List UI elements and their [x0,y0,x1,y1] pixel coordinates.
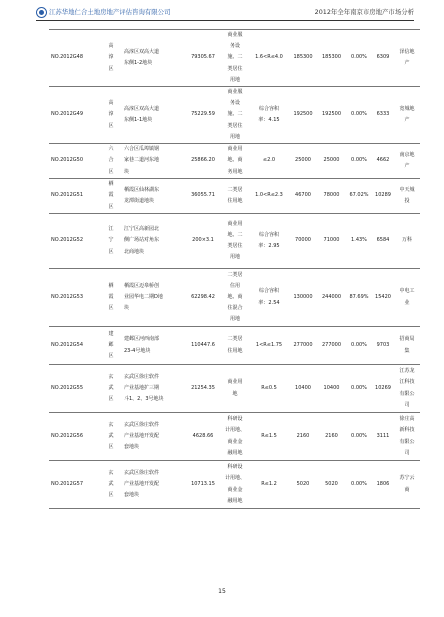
buyer-cell-line: 有限公 [399,390,415,397]
report-title: 2012年全年南京市房地产市场分析 [314,8,414,16]
buyer-cell-line: 江科技 [399,379,415,386]
table-row [49,179,420,214]
premium-rate-cell: 0.00% [346,365,372,413]
usage-cell-line: 商业服 [227,32,243,38]
usage-cell-line: 类居住 [227,65,243,72]
table-row [49,327,420,365]
transaction-code-cell: NO.2012G51 [49,179,101,214]
district-cell-line: 区 [108,248,114,255]
premium-rate-cell: 0.00% [346,461,372,509]
area-cell: 79305.67 [185,30,221,87]
district-cell-line: 武 [108,384,114,391]
plot-ratio-cell-line: 1.0<R≤2.3 [255,192,283,199]
deal-price-cell: 78000 [317,179,346,214]
buyer-cell [394,461,420,509]
starting-price-cell: 5020 [289,461,317,509]
plot-ratio-cell [249,179,289,214]
table-row [49,413,420,461]
usage-cell-line: 地、二 [227,231,243,238]
location-cell-line: 高淳区双高大道 [124,48,160,55]
buyer-cell-line: 泽信地 [399,48,415,55]
buyer-cell-line: 有限公 [399,438,415,445]
transaction-code-cell: NO.2012G54 [49,327,101,365]
district-cell-line: 区 [108,203,114,210]
location-cell [121,87,185,144]
district-cell-line: 区 [108,353,114,360]
district-cell [101,179,121,214]
buyer-cell [394,413,420,461]
area-cell: 200×3.1 [185,214,221,269]
usage-cell [221,365,249,413]
location-cell-line: 斗1、2、3号地块 [124,396,164,403]
plot-ratio-cell [249,413,289,461]
usage-cell-line: 地、商 [227,157,243,164]
usage-cell-line: 科研设 [227,464,243,471]
starting-price-cell: 277000 [289,327,317,365]
premium-rate-cell: 0.00% [346,144,372,179]
location-cell-line: 侧广场站对角东 [124,237,160,244]
floor-price-cell: 3111 [372,413,394,461]
company-logo-icon [36,7,47,18]
usage-cell-line: 类居住 [227,243,243,250]
plot-ratio-cell-line: 率：4.15 [258,117,280,124]
district-cell-line: 区 [108,305,114,312]
district-cell-line: 区 [108,444,114,451]
usage-cell-line: 商业用 [227,379,243,386]
district-cell-line: 玄 [108,469,114,476]
starting-price-cell: 25000 [289,144,317,179]
plot-ratio-cell-line: ≤2.0 [262,157,276,164]
location-cell-line: 六合区瓜埠镇钢 [124,146,160,153]
buyer-cell-line: 产 [404,117,410,124]
buyer-cell [394,30,420,87]
transaction-code-cell: NO.2012G50 [49,144,101,179]
district-cell-line: 武 [108,480,114,487]
usage-cell-line: 用地 [229,133,240,140]
premium-rate-cell: 1.43% [346,214,372,269]
location-cell [121,144,185,179]
transaction-code-cell: NO.2012G56 [49,413,101,461]
location-cell-line: 龙潭街道地块 [124,198,155,205]
buyer-cell-line: 徐庄高 [399,416,415,423]
usage-cell-line: 商业金 [227,486,243,493]
district-cell-line: 宁 [108,237,114,244]
usage-cell-line: 商业金 [227,438,243,445]
plot-ratio-cell [249,269,289,327]
district-cell [101,214,121,269]
usage-cell-line: 用地 [229,316,240,323]
area-cell: 75229.59 [185,87,221,144]
buyer-cell-line: 江苏龙 [399,368,415,375]
district-cell-line: 栖 [108,181,114,188]
starting-price-cell: 46700 [289,179,317,214]
buyer-cell-line: 集 [404,347,410,354]
land-transaction-table [49,29,420,509]
district-cell-line: 武 [108,432,114,439]
floor-price-cell: 1806 [372,461,394,509]
floor-price-cell: 6333 [372,87,394,144]
district-cell-line: 区 [108,168,114,175]
district-cell-line: 淳 [108,54,114,61]
starting-price-cell: 185300 [289,30,317,87]
deal-price-cell: 25000 [317,144,346,179]
district-cell [101,413,121,461]
transaction-code-cell: NO.2012G48 [49,30,101,87]
premium-rate-cell: 0.00% [346,327,372,365]
table-row [49,461,420,509]
district-cell-line: 淳 [108,111,114,118]
usage-cell-line: 商业用 [227,220,243,227]
buyer-cell [394,269,420,327]
district-cell-line: 建 [108,330,114,337]
district-cell-line: 江 [108,226,114,233]
plot-ratio-cell-line: R≤0.5 [261,384,277,391]
district-cell [101,144,121,179]
deal-price-cell: 244000 [317,269,346,327]
area-cell: 25866.20 [185,144,221,179]
buyer-cell-line: 新科技 [399,427,415,434]
district-cell-line: 区 [108,65,114,72]
location-cell-line: 套地块 [124,492,140,499]
district-cell-line: 区 [108,122,114,129]
premium-rate-cell: 0.00% [346,87,372,144]
location-cell-line: 东侧1-2地块 [124,60,153,66]
location-cell-line: 家巷二道河东地 [124,157,160,164]
usage-cell [221,179,249,214]
usage-cell-line: 务用地 [227,168,243,175]
deal-price-cell: 71000 [317,214,346,269]
plot-ratio-cell [249,87,289,144]
usage-cell-line: 计用地、 [224,475,245,482]
deal-price-cell: 185300 [317,30,346,87]
district-cell [101,30,121,87]
floor-price-cell: 4662 [372,144,394,179]
usage-cell-line: 二类居 [227,186,243,193]
location-cell-line: 块 [124,168,130,175]
floor-price-cell: 6309 [372,30,394,87]
plot-ratio-cell-line: 综合容积 [258,231,279,238]
district-cell-line: 栖 [108,282,114,289]
usage-cell-line: 地 [232,390,238,397]
buyer-cell [394,87,420,144]
district-cell-line: 合 [108,157,114,164]
usage-cell [221,461,249,509]
district-cell-line: 邺 [108,341,114,348]
buyer-cell-line: 南京地 [399,151,415,158]
district-cell-line: 高 [108,100,114,107]
plot-ratio-cell [249,365,289,413]
plot-ratio-cell-line: 综合容积 [258,288,279,295]
location-cell-line: 栖霞区仙林湖东 [124,186,160,193]
plot-ratio-cell [249,461,289,509]
district-cell [101,461,121,509]
district-cell [101,269,121,327]
buyer-cell [394,365,420,413]
usage-cell-line: 二类居 [227,271,243,278]
usage-cell [221,144,249,179]
plot-ratio-cell [249,144,289,179]
area-cell: 36055.71 [185,179,221,214]
usage-cell-line: 融用地 [227,449,243,456]
usage-cell-line: 商业用 [227,146,243,153]
location-cell-line: 北商地块 [124,248,145,255]
plot-ratio-cell-line: R≤1.5 [261,432,277,439]
district-cell [101,87,121,144]
table-row [49,365,420,413]
district-cell [101,365,121,413]
buyer-cell-line: 投 [404,198,410,205]
page-number: 15 [218,588,226,595]
district-cell-line: 区 [108,492,114,499]
location-cell-line: 套地块 [124,444,140,451]
usage-cell-line: 务设 [229,43,240,50]
location-cell-line: 块 [124,305,130,312]
area-cell: 62298.42 [185,269,221,327]
location-cell [121,365,185,413]
location-cell-line: 产业基地开发配 [124,432,160,439]
usage-cell-line: 地、商 [227,293,243,300]
location-cell [121,413,185,461]
table-row [49,144,420,179]
location-cell-line: 业园华电二期D地 [124,293,163,300]
usage-cell-line: 商业服 [227,89,243,96]
starting-price-cell: 70000 [289,214,317,269]
usage-cell [221,413,249,461]
usage-cell [221,327,249,365]
buyer-cell-line: 业 [404,299,410,306]
location-cell-line: 23-4号地块 [124,347,151,354]
premium-rate-cell: 0.00% [346,30,372,87]
buyer-cell-line: 万科 [401,237,412,244]
buyer-cell-line: 产 [404,60,410,66]
deal-price-cell: 277000 [317,327,346,365]
buyer-cell [394,179,420,214]
table-row [49,87,420,144]
usage-cell-line: 务设 [229,100,240,107]
district-cell-line: 玄 [108,373,114,380]
usage-cell [221,269,249,327]
floor-price-cell: 15420 [372,269,394,327]
deal-price-cell: 10400 [317,365,346,413]
buyer-cell [394,144,420,179]
location-cell-line: 产业基地扩三期 [124,384,160,391]
location-cell-line: 东侧1-1地块 [124,117,153,124]
plot-ratio-cell-line: 1.6<R≤4.0 [255,54,283,61]
usage-cell-line: 计用地、 [224,427,245,434]
usage-cell-line: 施、二 [227,54,243,61]
location-cell [121,214,185,269]
premium-rate-cell: 87.69% [346,269,372,327]
deal-price-cell: 192500 [317,87,346,144]
location-cell-line: 建邺区河西南部 [124,336,160,343]
usage-cell-line: 住用 [229,282,240,289]
buyer-cell [394,327,420,365]
transaction-code-cell: NO.2012G52 [49,214,101,269]
district-cell [101,327,121,365]
location-cell-line: 玄武区徐庄软件 [124,373,160,380]
table-row [49,30,420,87]
usage-cell [221,30,249,87]
transaction-code-cell: NO.2012G49 [49,87,101,144]
starting-price-cell: 130000 [289,269,317,327]
area-cell: 10713.15 [185,461,221,509]
deal-price-cell: 2160 [317,413,346,461]
area-cell: 21254.35 [185,365,221,413]
location-cell [121,179,185,214]
location-cell-line: 玄武区徐庄软件 [124,469,160,476]
buyer-cell-line: 商 [404,486,410,493]
district-cell-line: 区 [108,396,114,403]
table-row [49,269,420,327]
plot-ratio-cell-line: 率：2.54 [258,299,280,306]
usage-cell-line: 二类居 [227,336,243,343]
transaction-code-cell: NO.2012G57 [49,461,101,509]
usage-cell-line: 住用地 [227,198,243,205]
transaction-code-cell: NO.2012G53 [49,269,101,327]
floor-price-cell: 6584 [372,214,394,269]
usage-cell-line: 住用地 [227,347,243,354]
company-name: 江苏华地仁合土地房地产评估咨询有限公司 [49,8,171,16]
location-cell-line: 高淳区双高大道 [124,105,160,112]
location-cell [121,269,185,327]
location-cell-line: 产业基地开发配 [124,480,160,487]
usage-cell-line: 融用地 [227,497,243,504]
buyer-cell-line: 招商局 [399,336,415,343]
starting-price-cell: 2160 [289,413,317,461]
district-cell-line: 霞 [108,293,114,300]
buyer-cell-line: 产 [404,163,410,170]
location-cell-line: 江宁区高新园北 [124,226,160,233]
buyer-cell-line: 宽城地 [399,105,415,112]
location-cell [121,327,185,365]
usage-cell-line: 用地 [229,254,240,261]
plot-ratio-cell-line: 综合容积 [258,105,279,112]
buyer-cell-line: 司 [404,449,410,456]
buyer-cell-line: 中天城 [399,186,415,193]
buyer-cell-line: 司 [404,401,410,408]
district-cell-line: 六 [108,146,114,153]
district-cell-line: 玄 [108,421,114,428]
area-cell: 4628.66 [185,413,221,461]
premium-rate-cell: 0.00% [346,413,372,461]
district-cell-line: 霞 [108,192,114,199]
area-cell: 110447.6 [185,327,221,365]
starting-price-cell: 192500 [289,87,317,144]
location-cell [121,30,185,87]
plot-ratio-cell-line: 1<R≤1.75 [255,341,283,348]
buyer-cell-line: 中电工 [399,288,415,295]
usage-cell-line: 用地 [229,76,240,83]
usage-cell-line: 施、二 [227,111,243,118]
plot-ratio-cell [249,30,289,87]
usage-cell-line: 住混合 [227,305,243,312]
premium-rate-cell: 67.02% [346,179,372,214]
transaction-code-cell: NO.2012G55 [49,365,101,413]
usage-cell [221,214,249,269]
location-cell-line: 栖霞区迈皋桥创 [124,282,160,289]
plot-ratio-cell-line: 率：2.95 [258,243,280,250]
location-cell-line: 玄武区徐庄软件 [124,421,160,428]
location-cell [121,461,185,509]
buyer-cell-line: 苏宁云 [399,475,415,482]
usage-cell-line: 类居住 [227,122,243,129]
buyer-cell [394,214,420,269]
deal-price-cell: 5020 [317,461,346,509]
district-cell-line: 高 [108,43,114,50]
floor-price-cell: 9703 [372,327,394,365]
table-row [49,214,420,269]
starting-price-cell: 10400 [289,365,317,413]
floor-price-cell: 10289 [372,179,394,214]
page-header [36,6,414,21]
floor-price-cell: 10269 [372,365,394,413]
plot-ratio-cell [249,214,289,269]
plot-ratio-cell-line: R≤1.2 [261,480,277,487]
usage-cell-line: 科研设 [227,416,243,423]
plot-ratio-cell [249,327,289,365]
usage-cell [221,87,249,144]
